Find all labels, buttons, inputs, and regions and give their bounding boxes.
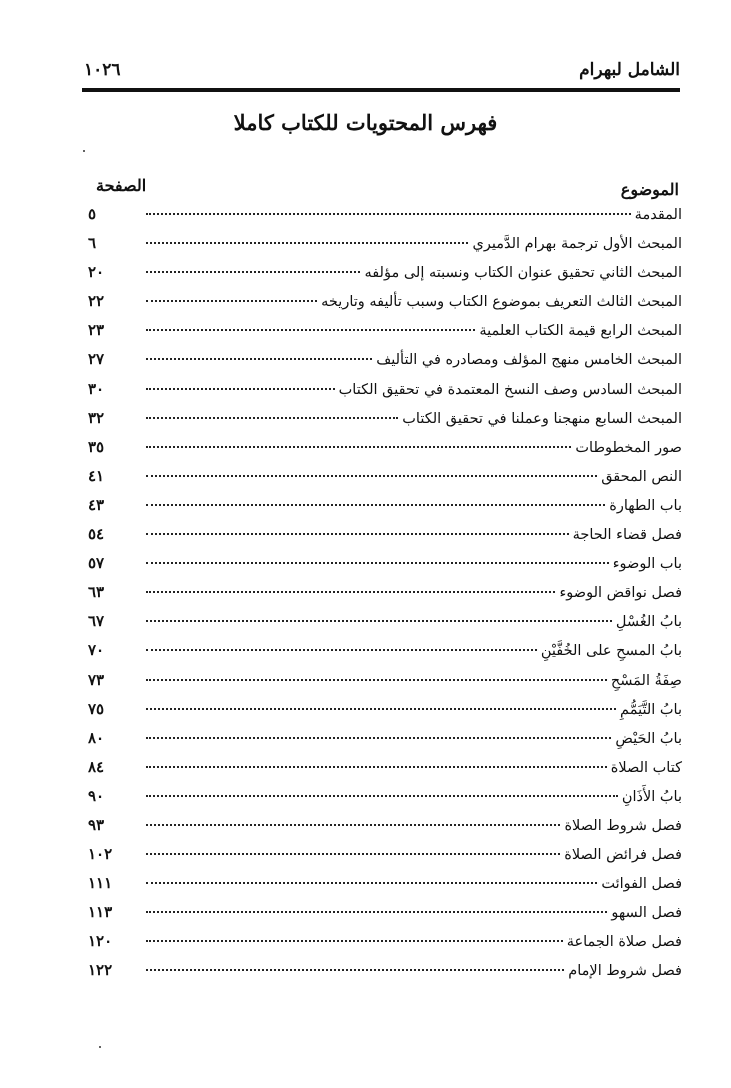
toc-entry [88,787,682,816]
toc-entry-page: ٧٥ [88,699,105,718]
dot-leader [146,708,616,710]
dot-leader [146,940,563,942]
dot-leader [146,853,560,855]
toc-entry [88,205,682,234]
toc-entry-topic: المبحث الأول ترجمة بهرام الدَّميري [472,236,682,253]
toc-entry-topic: صور المخطوطات [575,439,682,456]
toc-entry-topic: بابُ التَّيَمُّمِ [620,701,682,718]
toc-entry-topic: فصل السهو [611,905,682,922]
toc-entry-page: ٤١ [88,466,105,485]
toc-entry [88,554,682,583]
toc-entry-topic: المبحث السادس وصف النسخ المعتمدة في تحقيق الكتاب [338,381,682,398]
toc-entry-topic: فصل شروط الصلاة [564,817,682,834]
toc-entry-topic: فصل صلاة الجماعة [566,934,682,951]
toc-entry-topic: المقدمة [634,207,682,223]
toc-entry [88,816,682,845]
dot-leader [146,562,609,564]
toc-entry-page: ١١١ [88,874,113,893]
toc-entry-page: ٧٣ [88,670,105,689]
toc-entry-page: ٩٠ [88,786,105,805]
toc-entry-topic: المبحث الثالث التعريف بموضوع الكتاب وسبب تأليفه وتاريخه [321,294,682,311]
dot-leader [146,679,607,681]
toc-entry-topic: فصل الفوائت [601,876,682,893]
toc-entry-page: ١٢٢ [88,961,113,980]
toc-entry [88,234,682,263]
toc-entry-page: ٣٥ [88,437,105,456]
toc-entry [88,583,682,612]
book-title: الشامل لبهرام [579,60,680,80]
toc-entry-page: ٦ [88,234,97,253]
toc-entry-topic: بابُ الغُسْلِ [615,614,682,631]
dot-leader [146,969,564,971]
toc-entry-page: ١١٣ [88,903,113,922]
toc-entry-topic: فصل شروط الإمام [568,963,682,980]
toc-entry [88,263,682,292]
toc-entry-page: ١٢٠ [88,932,113,951]
dot-leader [146,795,618,797]
scan-speck [83,150,85,152]
toc-entry-page: ٣٢ [88,408,105,427]
toc-entry-page: ٦٧ [88,612,105,631]
toc-entry-page: ٣٠ [88,379,105,398]
toc-entry [88,903,682,932]
dot-leader [146,766,607,768]
toc-entry-page: ٥٧ [88,554,105,573]
toc-entry-topic: باب الوضوء [612,556,682,573]
dot-leader [146,911,607,913]
running-header [82,56,680,92]
toc-entry-page: ٢٢ [88,292,105,311]
dot-leader [146,446,571,448]
dot-leader [146,329,475,331]
toc-entry-topic: باب الطهارة [609,497,682,514]
page-title: فهرس المحتويات للكتاب كاملا [233,110,498,135]
toc-entry [88,700,682,729]
toc-entry-topic: فصل نواقض الوضوء [559,585,682,602]
toc-entry-page: ٩٣ [88,815,105,834]
toc-entry-page: ٥ [88,205,97,223]
toc-entry-page: ٢٣ [88,321,105,340]
toc-entry [88,641,682,670]
dot-leader [146,417,398,419]
toc-entry [88,612,682,641]
toc-entry [88,321,682,350]
toc-entry-page: ٢٠ [88,263,105,282]
toc-entry [88,961,682,990]
toc-entry [88,845,682,874]
toc-entry [88,438,682,467]
dot-leader [146,533,569,535]
dot-leader [146,271,360,273]
toc-entry [88,874,682,903]
toc-entry [88,496,682,525]
toc-entry-topic: النص المحقق [601,468,682,485]
toc-entry-page: ١٠٢ [88,845,113,864]
dot-leader [146,504,605,506]
toc-entry-topic: بابُ الأَذَانِ [621,788,682,805]
scan-speck [99,1046,101,1048]
dot-leader [146,649,537,651]
toc-entry-page: ٥٤ [88,525,105,544]
table-of-contents [88,205,682,991]
toc-entry [88,671,682,700]
dot-leader [146,882,597,884]
toc-entry [88,729,682,758]
dot-leader [146,242,468,244]
toc-entry-page: ٨٠ [88,728,105,747]
dot-leader [146,591,555,593]
toc-entry-page: ٦٣ [88,583,105,602]
toc-entry-page: ٢٧ [88,350,105,369]
page-number: ١٠٢٦ [84,60,121,80]
toc-entry [88,350,682,379]
toc-entry-topic: بابُ الحَيْضِ [615,730,682,747]
toc-entry-topic: المبحث الرابع قيمة الكتاب العلمية [479,323,682,340]
toc-entry [88,525,682,554]
page-column-heading: الصفحة [96,176,147,195]
dot-leader [146,824,560,826]
toc-entry-topic: فصل قضاء الحاجة [572,527,682,544]
toc-entry-topic: كتاب الصلاة [610,759,682,776]
toc-entry [88,467,682,496]
toc-entry [88,932,682,961]
toc-entry-page: ٤٣ [88,495,105,514]
dot-leader [146,300,317,302]
toc-entry-topic: المبحث السابع منهجنا وعملنا في تحقيق الكتاب [402,410,682,427]
toc-entry [88,380,682,409]
dot-leader [146,737,611,739]
dot-leader [146,388,335,390]
dot-leader [146,358,372,360]
toc-entry-page: ٨٤ [88,757,105,776]
toc-entry [88,758,682,787]
topic-column-heading: الموضوع [620,180,679,199]
toc-entry-topic: المبحث الخامس منهج المؤلف ومصادره في التأليف [376,352,682,369]
toc-entry-topic: المبحث الثاني تحقيق عنوان الكتاب ونسبته إلى مؤلفه [364,265,682,282]
toc-entry [88,292,682,321]
toc-entry-page: ٧٠ [88,641,105,660]
toc-entry [88,409,682,438]
toc-entry-topic: فصل فرائض الصلاة [564,847,682,864]
dot-leader [146,213,631,215]
dot-leader [146,475,597,477]
dot-leader [146,620,612,622]
toc-entry-topic: بابُ المسحِ على الخُفَّيْنِ [540,643,682,660]
toc-entry-topic: صِفَةُ المَسْحِ [610,672,682,689]
header-rule [82,88,680,92]
